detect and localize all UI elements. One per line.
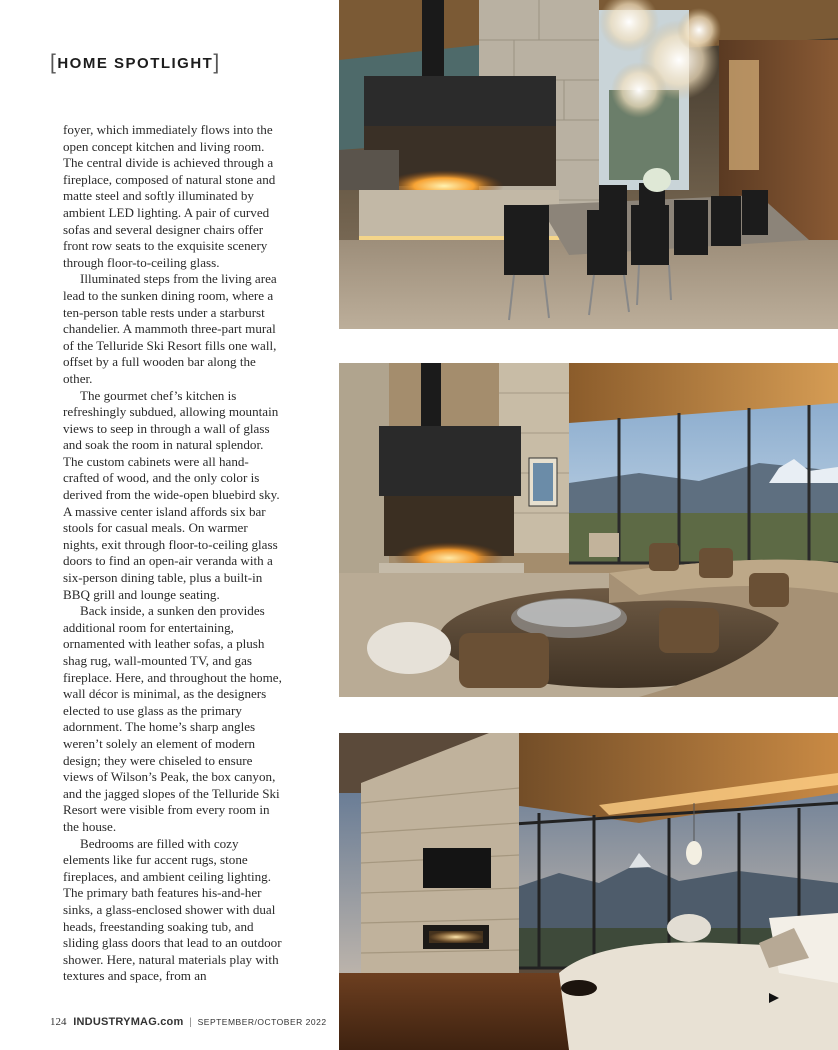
bedroom-image xyxy=(339,733,838,1050)
footer-separator: | xyxy=(189,1017,192,1028)
article-paragraph: The gourmet chef’s kitchen is refreshingly subdued, allowing mountain views to seep in through a wall of glass and soak the room in natural splendor. The custom cabinets were all hand-crafted of wood, and the only color is derived from the wide-open bluebird sky. A massive center island affords six bar stools for casual meals. On warmer nights, exit through floor-to-ceiling glass doors to find an open-air veranda with a six-person dining table, plus a built-in BBQ grill and lounge seating. xyxy=(63,387,280,602)
bedroom-photo xyxy=(339,733,838,1050)
left-bracket: [ xyxy=(50,51,58,74)
right-bracket: ] xyxy=(213,51,221,74)
page-footer xyxy=(50,1016,327,1028)
article-paragraph: Illuminated steps from the living area lead to the sunken dining room, where a ten-person table rests under a starburst chandelier. A mammoth three-part mural of the Telluride Ski Resort fills one wall, offset by a full wooden bar along the other. xyxy=(63,271,277,386)
article-paragraph: Bedrooms are filled with cozy elements like fur accent rugs, stone fireplaces, and ambient ceiling lighting. The primary bath features his-and-her sinks, a glass-enclosed shower with dual heads, freestanding soaking tub, and sliding glass doors that lead to an outdoor shower. Here, natural materials play with textures and space, from an xyxy=(63,835,282,984)
magazine-brand: INDUSTRYMAG.com xyxy=(73,1016,184,1028)
issue-date: SEPTEMBER/OCTOBER 2022 xyxy=(197,1017,327,1027)
section-label xyxy=(50,50,221,74)
living-room-image xyxy=(339,363,838,697)
article-body xyxy=(63,122,285,985)
article-paragraph: foyer, which immediately flows into the open concept kitchen and living room. The central divide is achieved through a fireplace, composed of natural stone and matte steel and softly illuminated by ambient LED lighting. A pair of curved sofas and several designer chairs offer front row seats to the exquisite scenery through floor-to-ceiling glass. xyxy=(63,122,276,270)
living-room-photo xyxy=(339,363,838,697)
page-number: 124 xyxy=(50,1016,67,1028)
section-label-text: HOME SPOTLIGHT xyxy=(57,55,214,72)
dining-room-photo xyxy=(339,0,838,329)
dining-room-image xyxy=(339,0,838,329)
article-paragraph: Back inside, a sunken den provides additional room for entertaining, ornamented with leather sofas, a plush shag rug, wall-mounted TV, and gas fireplace. Here, and throughout the home, wall décor is minimal, as the designers elected to use glass as the primary adornment. The home’s sharp angles weren’t solely an element of modern design; they were chiseled to ensure views of Wilson’s Peak, the box canyon, and the jagged slopes of the Telluride Ski Resort were visible from every room in the house. xyxy=(63,603,282,834)
